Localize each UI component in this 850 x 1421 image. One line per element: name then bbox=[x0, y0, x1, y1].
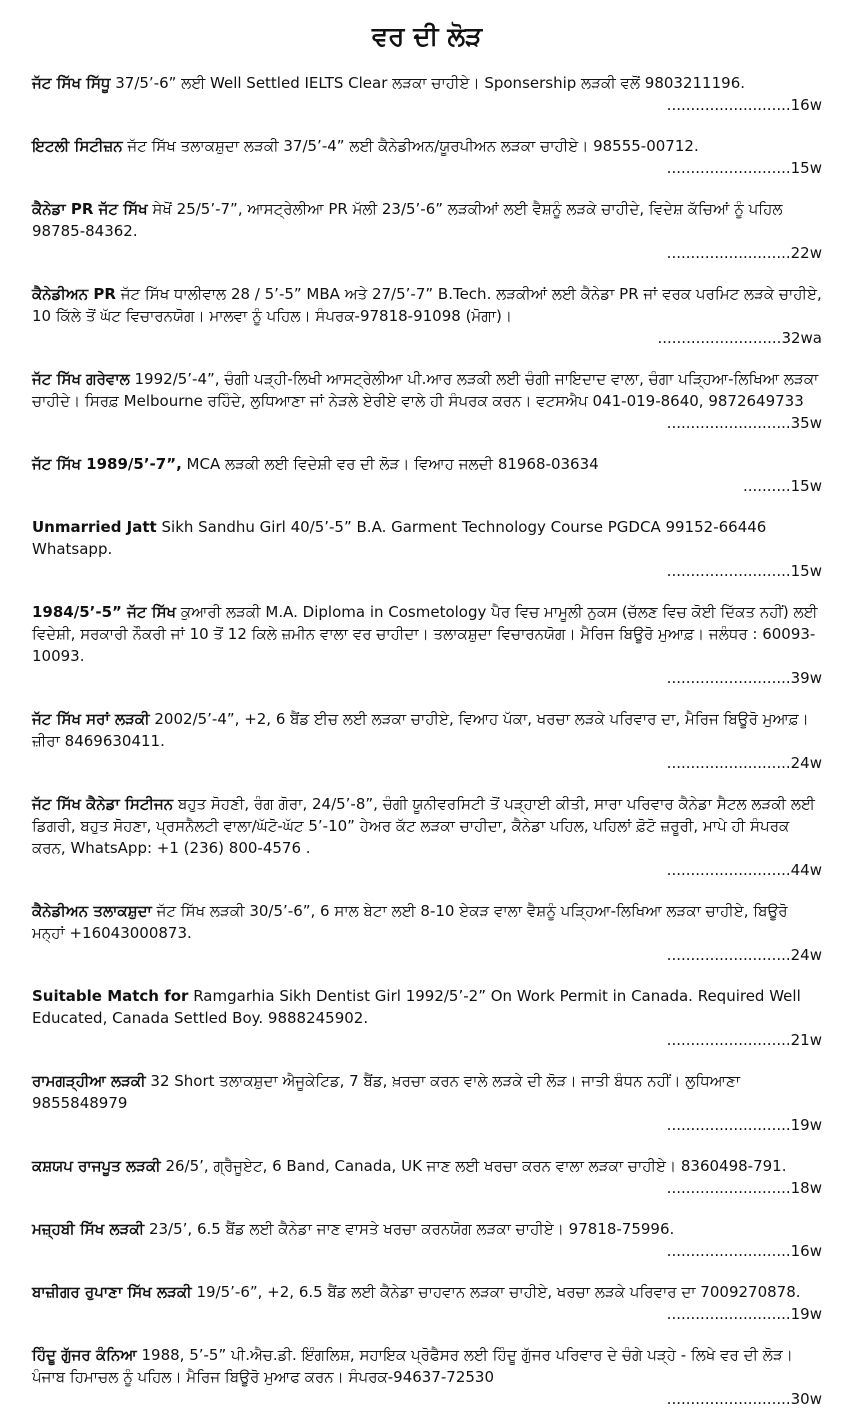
ad-text: 1992/5’-4”, ਚੰਗੀ ਪੜ੍ਹੀ-ਲਿਖੀ ਆਸਟ੍ਰੇਲੀਆ ਪੀ.ਆਰ ਲੜਕੀ ਲਈ ਚੰਗੀ ਜਾਇਦਾਦ ਵਾਲਾ, ਚੰਗਾ ਪੜ੍ਹਿਆ-ਲਿਖਿਆ ਲੜਕਾ ਚਾਹੀਦੇ। ਸਿਰਫ਼ Melbourne ਰਹਿੰਦੇ, ਲੁਧਿਆਣਾ ਜਾਂ ਨੇੜਲੇ ਏਰੀਏ ਵਾਲੇ ਹੀ ਸੰਪਰਕ ਕਰਨ। ਵਟਸਐਪ 041-019-8640, 9872649733 bbox=[32, 370, 819, 410]
ad-code: ..........................19w bbox=[666, 1305, 822, 1323]
ad-body bbox=[32, 198, 822, 242]
ad-text: 1988, 5’-5” ਪੀ.ਐਚ.ਡੀ. ਇੰਗਲਿਸ਼, ਸਹਾਇਕ ਪ੍ਰੋਫੈਸਰ ਲਈ ਹਿੰਦੂ ਗੁੱਜਰ ਪਰਿਵਾਰ ਦੇ ਚੰਗੇ ਪੜ੍ਹੇ - ਲਿਖੇ ਵਰ ਦੀ ਲੋੜ। ਪੰਜਾਬ ਹਿਮਾਚਲ ਨੂੰ ਪਹਿਲ। ਮੈਰਿਜ ਬਿਊਰੋ ਮੁਆਫ ਕਰਨ। ਸੰਪਰਕ-94637-72530 bbox=[32, 1346, 793, 1386]
ad-lead: ਜੱਟ ਸਿੱਖ ਸਰਾਂ ਲੜਕੀ bbox=[32, 710, 150, 728]
ad-body bbox=[32, 793, 822, 859]
classified-ad bbox=[32, 368, 822, 434]
ad-body bbox=[32, 1344, 822, 1388]
ad-code: ..........................15w bbox=[666, 159, 822, 177]
classified-ad bbox=[32, 135, 822, 179]
ad-body bbox=[32, 72, 822, 94]
ad-body bbox=[32, 985, 822, 1029]
ad-lead: ਰਾਮਗੜ੍ਹੀਆ ਲੜਕੀ bbox=[32, 1072, 146, 1090]
ad-lead: ਕੈਨੇਡੀਅਨ ਤਲਾਕਸ਼ੁਦਾ bbox=[32, 902, 152, 920]
ad-lead: ਜੱਟ ਸਿੱਖ ਕੈਨੇਡਾ ਸਿਟੀਜਨ bbox=[32, 795, 174, 813]
ad-text: ਜੱਟ ਸਿੱਖ ਤਲਾਕਸ਼ੁਦਾ ਲੜਕੀ 37/5’-4” ਲਈ ਕੈਨੇਡੀਅਨ/ਯੂਰਪੀਅਨ ਲੜਕਾ ਚਾਹੀਏ। 98555-00712. bbox=[122, 137, 699, 155]
ad-lead: ਕੈਨੇਡੀਅਨ PR bbox=[32, 285, 116, 303]
ad-code: ..........................19w bbox=[666, 1116, 822, 1134]
ad-body bbox=[32, 900, 822, 944]
ad-lead: 1984/5’-5” ਜੱਟ ਸਿੱਖ bbox=[32, 603, 177, 621]
ad-code: ..........................21w bbox=[666, 1031, 822, 1049]
ad-code: ..........................15w bbox=[666, 562, 822, 580]
ad-lead: Suitable Match for bbox=[32, 987, 189, 1005]
ad-body bbox=[32, 1070, 822, 1114]
ad-text: ਜੱਟ ਸਿੱਖ ਲੜਕੀ 30/5’-6”, 6 ਸਾਲ ਬੇਟਾ ਲਈ 8-10 ਏਕੜ ਵਾਲਾ ਵੈਸ਼ਨੂੰ ਪੜ੍ਹਿਆ-ਲਿਖਿਆ ਲੜਕਾ ਚਾਹੀਏ, ਬਿਊਰੋ ਮਨ੍ਹਾਂ +16043000873. bbox=[32, 902, 788, 942]
ad-lead: Unmarried Jatt bbox=[32, 518, 157, 536]
ad-code: ..........................18w bbox=[666, 1179, 822, 1197]
ad-code: ..........................24w bbox=[666, 754, 822, 772]
classified-ad bbox=[32, 793, 822, 881]
ad-body bbox=[32, 283, 822, 327]
ad-lead: ਜੱਟ ਸਿੱਖ ਗਰੇਵਾਲ bbox=[32, 370, 130, 388]
ad-code: ..........................32wa bbox=[657, 329, 822, 347]
ad-code: ..........................39w bbox=[666, 669, 822, 687]
classified-ad bbox=[32, 985, 822, 1051]
ad-body bbox=[32, 135, 822, 157]
ad-lead: ਜੱਟ ਸਿੱਖ 1989/5’-7”, bbox=[32, 455, 182, 473]
classified-ad bbox=[32, 900, 822, 966]
classified-ad bbox=[32, 708, 822, 774]
ad-body bbox=[32, 601, 822, 667]
ad-text: 32 Short ਤਲਾਕਸ਼ੁਦਾ ਐਜੂਕੇਟਿਡ, 7 ਬੈਂਡ, ਖ਼ਰਚਾ ਕਰਨ ਵਾਲੇ ਲੜਕੇ ਦੀ ਲੋੜ। ਜਾਤੀ ਬੰਧਨ ਨਹੀਂ। ਲੁਧਿਆਣਾ 9855848979 bbox=[32, 1072, 741, 1112]
ad-code: ..........................30w bbox=[666, 1390, 822, 1408]
classified-ad bbox=[32, 1281, 822, 1325]
ad-body bbox=[32, 368, 822, 412]
ad-code: ..........................44w bbox=[666, 861, 822, 879]
ad-body bbox=[32, 453, 822, 475]
ad-text: ਜੱਟ ਸਿੱਖ ਧਾਲੀਵਾਲ 28 / 5’-5” MBA ਅਤੇ 27/5’-7” B.Tech. ਲੜਕੀਆਂ ਲਈ ਕੈਨੇਡਾ PR ਜਾਂ ਵਰਕ ਪਰਮਿਟ ਲੜਕੇ ਚਾਹੀਏ, 10 ਕਿੱਲੇ ਤੋਂ ਘੱਟ ਵਿਚਾਰਨਯੋਗ। ਮਾਲਵਾ ਨੂੰ ਪਹਿਲ। ਸੰਪਰਕ-97818-91098 (ਮੋਗਾ)। bbox=[32, 285, 822, 325]
ad-text: ਸੇਖੋਂ 25/5’-7”, ਆਸਟ੍ਰੇਲੀਆ PR ਮੱਲੀ 23/5’-6” ਲੜਕੀਆਂ ਲਈ ਵੈਸ਼ਨੂੰ ਲੜਕੇ ਚਾਹੀਦੇ, ਵਿਦੇਸ਼ ਕੱਚਿਆਂ ਨੂੰ ਪਹਿਲ 98785-84362. bbox=[32, 200, 783, 240]
ad-code: ..........................22w bbox=[666, 244, 822, 262]
page-title: ਵਰ ਦੀ ਲੋੜ bbox=[371, 22, 483, 52]
ad-text: 2002/5’-4”, +2, 6 ਬੈਂਡ ਈਚ ਲਈ ਲੜਕਾ ਚਾਹੀਏ, ਵਿਆਹ ਪੱਕਾ, ਖਰਚਾ ਲੜਕੇ ਪਰਿਵਾਰ ਦਾ, ਮੈਰਿਜ ਬਿਊਰੋ ਮੁਆਫ਼। ਜ਼ੀਰਾ 8469630411. bbox=[32, 710, 809, 750]
classified-ad bbox=[32, 453, 822, 497]
ad-lead: ਹਿੰਦੂ ਗੁੱਜਰ ਕੰਨਿਆ bbox=[32, 1346, 137, 1364]
classified-ad bbox=[32, 72, 822, 116]
ad-lead: ਮਜ਼੍ਹਬੀ ਸਿੱਖ ਲੜਕੀ bbox=[32, 1220, 145, 1238]
classified-ad bbox=[32, 1070, 822, 1136]
ad-text: 19/5’-6”, +2, 6.5 ਬੈਂਡ ਲਈ ਕੈਨੇਡਾ ਚਾਹਵਾਨ ਲੜਕਾ ਚਾਹੀਏ, ਖਰਚਾ ਲੜਕੇ ਪਰਿਵਾਰ ਦਾ 7009270878. bbox=[191, 1283, 801, 1301]
ad-lead: ਜੱਟ ਸਿੱਖ ਸਿੱਧੂ bbox=[32, 74, 111, 92]
classified-ad bbox=[32, 1218, 822, 1262]
ad-text: 26/5’, ਗ੍ਰੈਜੂਏਟ, 6 Band, Canada, UK ਜਾਣ ਲਈ ਖਰਚਾ ਕਰਨ ਵਾਲਾ ਲੜਕਾ ਚਾਹੀਏ। 8360498-791. bbox=[160, 1157, 787, 1175]
ad-lead: ਬਾਜ਼ੀਗਰ ਰੁਪਾਣਾ ਸਿੱਖ ਲੜਕੀ bbox=[32, 1283, 192, 1301]
ad-code: ..........................35w bbox=[666, 414, 822, 432]
classified-ad bbox=[32, 198, 822, 264]
ad-body bbox=[32, 516, 822, 560]
ad-lead: ਕਸ਼ਯਪ ਰਾਜਪੂਤ ਲੜਕੀ bbox=[32, 1157, 161, 1175]
ad-body bbox=[32, 1281, 822, 1303]
classified-ad bbox=[32, 1344, 822, 1410]
ad-text: ਕੁਆਰੀ ਲੜਕੀ M.A. Diploma in Cosmetology ਪੈਰ ਵਿਚ ਮਾਮੂਲੀ ਨੁਕਸ (ਚੱਲਣ ਵਿਚ ਕੋਈ ਦਿੱਕਤ ਨਹੀਂ) ਲਈ ਵਿਦੇਸ਼ੀ, ਸਰਕਾਰੀ ਨੌਕਰੀ ਜਾਂ 10 ਤੋਂ 12 ਕਿਲੇ ਜ਼ਮੀਨ ਵਾਲਾ ਵਰ ਚਾਹੀਦਾ। ਤਲਾਕਸ਼ੁਦਾ ਵਿਚਾਰਨਯੋਗ। ਮੈਰਿਜ ਬਿਊਰੋ ਮੁਆਫ਼। ਜਲੰਧਰ : 60093-10093. bbox=[32, 603, 818, 665]
ad-code: ..........................16w bbox=[666, 1242, 822, 1260]
ad-text: MCA ਲੜਕੀ ਲਈ ਵਿਦੇਸ਼ੀ ਵਰ ਦੀ ਲੋੜ। ਵਿਆਹ ਜਲਦੀ 81968-03634 bbox=[181, 455, 599, 473]
ad-code: ..........15w bbox=[742, 477, 822, 495]
ad-text: 23/5’, 6.5 ਬੈਂਡ ਲਈ ਕੈਨੇਡਾ ਜਾਣ ਵਾਸਤੇ ਖਰਚਾ ਕਰਨਯੋਗ ਲੜਕਾ ਚਾਹੀਏ। 97818-75996. bbox=[144, 1220, 675, 1238]
ad-lead: ਕੈਨੇਡਾ PR ਜੱਟ ਸਿੱਖ bbox=[32, 200, 148, 218]
ad-body bbox=[32, 708, 822, 752]
ads-list bbox=[32, 72, 822, 1410]
classified-ad bbox=[32, 516, 822, 582]
ad-body bbox=[32, 1155, 822, 1177]
classified-ad bbox=[32, 283, 822, 349]
classified-ad bbox=[32, 601, 822, 689]
ad-text: Sikh Sandhu Girl 40/5’-5” B.A. Garment Technology Course PGDCA 99152-66446 Whatsapp. bbox=[32, 518, 767, 558]
ad-text: Ramgarhia Sikh Dentist Girl 1992/5’-2” On Work Permit in Canada. Required Well Educated, Canada Settled Boy. 9888245902. bbox=[32, 987, 801, 1027]
classified-ad bbox=[32, 1155, 822, 1199]
ad-lead: ਇਟਲੀ ਸਿਟੀਜ਼ਨ bbox=[32, 137, 123, 155]
ad-code: ..........................24w bbox=[666, 946, 822, 964]
ad-code: ..........................16w bbox=[666, 96, 822, 114]
ad-body bbox=[32, 1218, 822, 1240]
ad-text: 37/5’-6” ਲਈ Well Settled IELTS Clear ਲੜਕਾ ਚਾਹੀਏ। Sponsership ਲੜਕੀ ਵਲੋਂ 9803211196. bbox=[110, 74, 746, 92]
ad-text: ਬਹੁਤ ਸੋਹਣੀ, ਰੰਗ ਗੋਰਾ, 24/5’-8”, ਚੰਗੀ ਯੂਨੀਵਰਸਿਟੀ ਤੋਂ ਪੜ੍ਹਾਈ ਕੀਤੀ, ਸਾਰਾ ਪਰਿਵਾਰ ਕੈਨੇਡਾ ਸੈਟਲ ਲੜਕੀ ਲਈ ਡਿਗਰੀ, ਬਹੁਤ ਸੋਹਣਾ, ਪ੍ਰਸਨੈਲਟੀ ਵਾਲਾ/ਘੱਟੋ-ਘੱਟ 5’-10” ਹੇਅਰ ਕੱਟ ਲੜਕਾ ਚਾਹੀਦਾ, ਕੈਨੇਡਾ ਪਹਿਲ, ਪਹਿਲਾਂ ਫ਼ੋਟੋ ਜ਼ਰੂਰੀ, ਮਾਪੇ ਹੀ ਸੰਪਰਕ ਕਰਨ, WhatsApp: +1 (236) 800-4576 . bbox=[32, 795, 815, 857]
